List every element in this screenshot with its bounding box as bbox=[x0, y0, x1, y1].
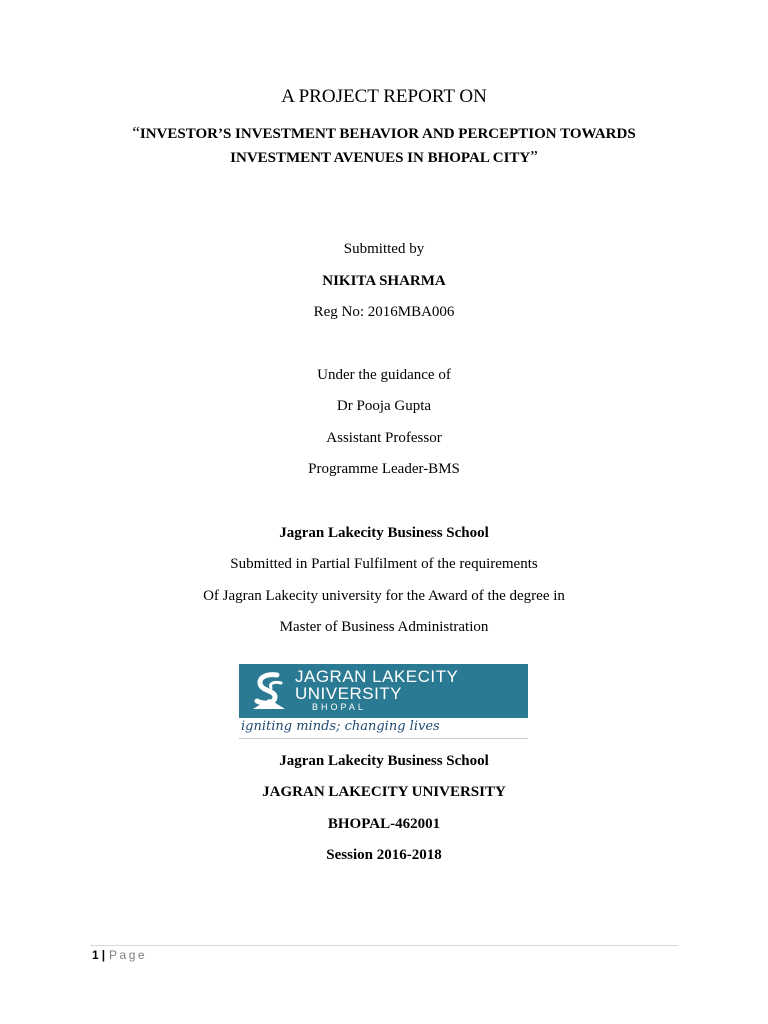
title-line-1-text: INVESTOR’S INVESTMENT BEHAVIOR AND PERCEPTION TOWARDS bbox=[139, 126, 636, 142]
page-word: Page bbox=[109, 948, 148, 962]
title-close-quote: ” bbox=[530, 147, 538, 166]
report-heading: A PROJECT REPORT ON bbox=[281, 86, 487, 107]
title-line-2-text: INVESTMENT AVENUES IN BHOPAL CITY bbox=[230, 150, 531, 166]
logo-text-line-2: UNIVERSITY bbox=[295, 684, 403, 703]
school-name: Jagran Lakecity Business School bbox=[279, 525, 489, 541]
registration-number: Reg No: 2016MBA006 bbox=[313, 304, 455, 320]
logo-text-line-3: BHOPAL bbox=[312, 702, 366, 712]
address-city: BHOPAL-462001 bbox=[327, 816, 441, 832]
title-open-quote: “ bbox=[132, 123, 140, 142]
project-title-line-1 bbox=[0, 123, 768, 143]
university-logo bbox=[239, 664, 528, 718]
page-number: 1 bbox=[92, 948, 99, 962]
jlu-emblem-icon bbox=[247, 669, 291, 713]
guidance-label: Under the guidance of bbox=[317, 367, 451, 383]
guide-name: Dr Pooja Gupta bbox=[336, 398, 432, 414]
footer-rule bbox=[90, 945, 678, 946]
submitted-by-label: Submitted by bbox=[343, 241, 425, 257]
page-separator: | bbox=[101, 948, 106, 962]
fulfilment-line-1: Submitted in Partial Fulfilment of the requirements bbox=[230, 556, 538, 572]
address-school: Jagran Lakecity Business School bbox=[279, 753, 489, 769]
address-university: JAGRAN LAKECITY UNIVERSITY bbox=[262, 784, 506, 800]
degree-name: Master of Business Administration bbox=[279, 619, 489, 635]
fulfilment-line-2: Of Jagran Lakecity university for the Award of the degree in bbox=[203, 588, 565, 604]
logo-tagline-text: igniting minds; changing lives bbox=[241, 719, 440, 734]
page-footer bbox=[92, 948, 147, 962]
student-name: NIKITA SHARMA bbox=[322, 273, 446, 289]
project-title-line-2 bbox=[0, 147, 768, 167]
guide-designation: Assistant Professor bbox=[326, 430, 442, 446]
guide-role: Programme Leader-BMS bbox=[308, 461, 460, 477]
session: Session 2016-2018 bbox=[326, 847, 442, 863]
logo-text-line-1: JAGRAN LAKECITY bbox=[295, 667, 459, 686]
logo-tagline bbox=[239, 718, 528, 739]
